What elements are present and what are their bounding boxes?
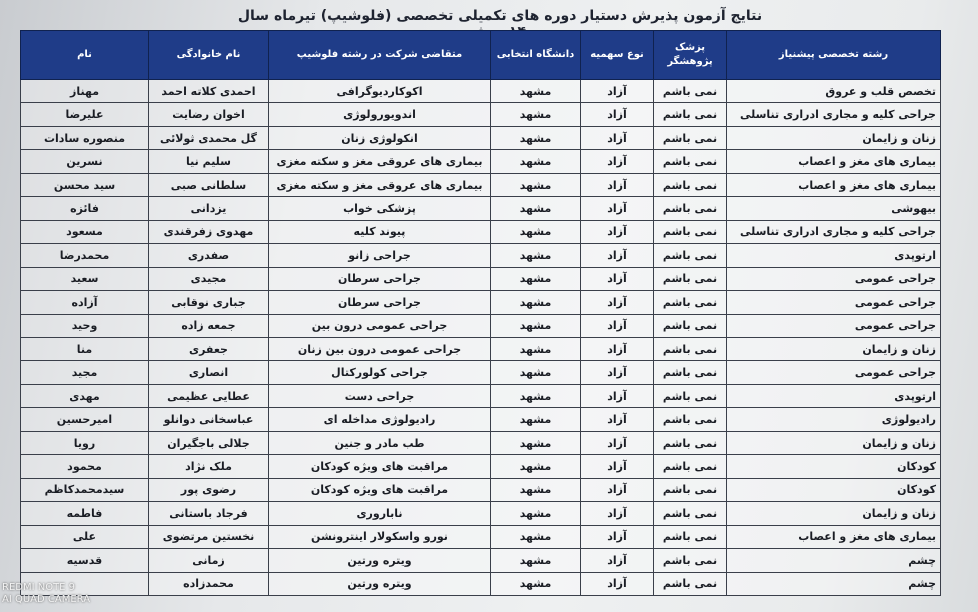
cell-university: مشهد — [491, 220, 581, 243]
cell-degree: نمی باشم — [654, 291, 727, 314]
cell-firstname: قدسیه — [21, 549, 149, 572]
cell-fellowship: جراحی سرطان — [269, 267, 491, 290]
cell-degree: نمی باشم — [654, 361, 727, 384]
cell-specialty: جراحی عمومی — [727, 291, 941, 314]
cell-quota: آزاد — [581, 502, 654, 525]
header-specialty: رشته تخصصی پیشنیاز — [727, 31, 941, 80]
cell-firstname: نسرین — [21, 150, 149, 173]
cell-quota: آزاد — [581, 267, 654, 290]
table-body — [21, 80, 941, 596]
cell-quota: آزاد — [581, 478, 654, 501]
table-row — [21, 361, 941, 384]
cell-degree: نمی باشم — [654, 455, 727, 478]
cell-quota: آزاد — [581, 408, 654, 431]
cell-firstname: مجید — [21, 361, 149, 384]
cell-university: مشهد — [491, 173, 581, 196]
cell-fellowship: ویتره ورتین — [269, 572, 491, 595]
cell-degree: نمی باشم — [654, 384, 727, 407]
cell-firstname: آزاده — [21, 291, 149, 314]
cell-quota: آزاد — [581, 150, 654, 173]
cell-lastname: زمانی — [149, 549, 269, 572]
cell-specialty: زنان و زایمان — [727, 126, 941, 149]
cell-fellowship: جراحی سرطان — [269, 291, 491, 314]
cell-degree: نمی باشم — [654, 314, 727, 337]
table-row — [21, 80, 941, 103]
table-row — [21, 384, 941, 407]
table-row — [21, 478, 941, 501]
cell-specialty: ارتوپدی — [727, 244, 941, 267]
header-degree: پزشک پژوهشگر — [654, 31, 727, 80]
cell-quota: آزاد — [581, 431, 654, 454]
cell-lastname: فرجاد باستانی — [149, 502, 269, 525]
cell-quota: آزاد — [581, 291, 654, 314]
cell-fellowship: ویتره ورتین — [269, 549, 491, 572]
cell-university: مشهد — [491, 244, 581, 267]
cell-fellowship: جراحی دست — [269, 384, 491, 407]
table-row — [21, 197, 941, 220]
cell-fellowship: ناباروری — [269, 502, 491, 525]
cell-firstname: فائزه — [21, 197, 149, 220]
cell-specialty: زنان و زایمان — [727, 337, 941, 360]
cell-fellowship: مراقبت های ویژه کودکان — [269, 478, 491, 501]
cell-specialty: چشم — [727, 549, 941, 572]
cell-quota: آزاد — [581, 126, 654, 149]
cell-degree: نمی باشم — [654, 408, 727, 431]
cell-specialty: بیماری های مغز و اعصاب — [727, 150, 941, 173]
cell-university: مشهد — [491, 314, 581, 337]
cell-degree: نمی باشم — [654, 244, 727, 267]
cell-lastname: عباسخانی دوانلو — [149, 408, 269, 431]
cell-lastname: جعفری — [149, 337, 269, 360]
cell-firstname: منصوره سادات — [21, 126, 149, 149]
table-row — [21, 150, 941, 173]
header-fellowship: متقاضی شرکت در رشته فلوشیپ — [269, 31, 491, 80]
table-row — [21, 337, 941, 360]
cell-university: مشهد — [491, 150, 581, 173]
cell-specialty: تخصص قلب و عروق — [727, 80, 941, 103]
cell-fellowship: پیوند کلیه — [269, 220, 491, 243]
cell-lastname: یزدانی — [149, 197, 269, 220]
cell-fellowship: جراحی عمومی درون بین — [269, 314, 491, 337]
cell-specialty: زنان و زایمان — [727, 502, 941, 525]
watermark-line-2: AI QUAD CAMERA — [2, 594, 91, 605]
cell-fellowship: نورو واسکولار اینترونشن — [269, 525, 491, 548]
cell-degree: نمی باشم — [654, 502, 727, 525]
cell-fellowship: جراحی زانو — [269, 244, 491, 267]
cell-degree: نمی باشم — [654, 572, 727, 595]
cell-specialty: بیهوشی — [727, 197, 941, 220]
cell-university: مشهد — [491, 502, 581, 525]
cell-lastname: جمعه زاده — [149, 314, 269, 337]
table-row — [21, 267, 941, 290]
cell-quota: آزاد — [581, 455, 654, 478]
cell-lastname: صفدری — [149, 244, 269, 267]
cell-lastname: سلطانی صبی — [149, 173, 269, 196]
table-row — [21, 220, 941, 243]
cell-quota: آزاد — [581, 525, 654, 548]
cell-university: مشهد — [491, 525, 581, 548]
table-row — [21, 525, 941, 548]
cell-firstname: سیدمحمدکاظم — [21, 478, 149, 501]
cell-lastname: سلیم نیا — [149, 150, 269, 173]
cell-lastname: رضوی پور — [149, 478, 269, 501]
cell-firstname: منا — [21, 337, 149, 360]
cell-firstname: فاطمه — [21, 502, 149, 525]
cell-degree: نمی باشم — [654, 126, 727, 149]
table-row — [21, 126, 941, 149]
cell-firstname: محمود — [21, 455, 149, 478]
cell-firstname: محمدرضا — [21, 244, 149, 267]
header-quota: نوع سهمیه — [581, 31, 654, 80]
cell-firstname: رویا — [21, 431, 149, 454]
cell-lastname: عطایی عظیمی — [149, 384, 269, 407]
cell-fellowship: اکوکاردیوگرافی — [269, 80, 491, 103]
table-row — [21, 431, 941, 454]
cell-university: مشهد — [491, 197, 581, 220]
cell-fellowship: جراحی عمومی درون بین زنان — [269, 337, 491, 360]
cell-lastname: احمدی کلاته احمد — [149, 80, 269, 103]
header-lastname: نام خانوادگی — [149, 31, 269, 80]
cell-lastname: ملک نژاد — [149, 455, 269, 478]
cell-quota: آزاد — [581, 361, 654, 384]
cell-quota: آزاد — [581, 314, 654, 337]
watermark-line-1: REDMI NOTE 9 — [2, 582, 76, 593]
cell-specialty: رادیولوژی — [727, 408, 941, 431]
cell-university: مشهد — [491, 126, 581, 149]
cell-fellowship: جراحی کولورکتال — [269, 361, 491, 384]
cell-degree: نمی باشم — [654, 431, 727, 454]
cell-degree: نمی باشم — [654, 478, 727, 501]
cell-firstname: مهدی — [21, 384, 149, 407]
cell-fellowship: بیماری های عروقی مغز و سکته مغزی — [269, 150, 491, 173]
cell-specialty: چشم — [727, 572, 941, 595]
cell-quota: آزاد — [581, 337, 654, 360]
cell-degree: نمی باشم — [654, 267, 727, 290]
cell-degree: نمی باشم — [654, 220, 727, 243]
cell-quota: آزاد — [581, 173, 654, 196]
cell-firstname: سید محسن — [21, 173, 149, 196]
table-row — [21, 549, 941, 572]
cell-university: مشهد — [491, 384, 581, 407]
cell-quota: آزاد — [581, 572, 654, 595]
cell-fellowship: پزشکی خواب — [269, 197, 491, 220]
table-row — [21, 173, 941, 196]
cell-quota: آزاد — [581, 80, 654, 103]
cell-firstname: وحید — [21, 314, 149, 337]
cell-firstname: مسعود — [21, 220, 149, 243]
cell-university: مشهد — [491, 361, 581, 384]
cell-specialty: زنان و زایمان — [727, 431, 941, 454]
cell-specialty: بیماری های مغز و اعصاب — [727, 173, 941, 196]
table-row — [21, 291, 941, 314]
cell-lastname: محمدزاده — [149, 572, 269, 595]
cell-degree: نمی باشم — [654, 337, 727, 360]
cell-university: مشهد — [491, 572, 581, 595]
cell-degree: نمی باشم — [654, 103, 727, 126]
results-table — [20, 30, 941, 596]
cell-university: مشهد — [491, 291, 581, 314]
cell-university: مشهد — [491, 549, 581, 572]
cell-specialty: جراحی کلیه و مجاری ادراری تناسلی — [727, 103, 941, 126]
cell-degree: نمی باشم — [654, 173, 727, 196]
cell-university: مشهد — [491, 431, 581, 454]
cell-firstname: مهناز — [21, 80, 149, 103]
cell-fellowship: مراقبت های ویژه کودکان — [269, 455, 491, 478]
cell-university: مشهد — [491, 455, 581, 478]
cell-firstname: امیرحسین — [21, 408, 149, 431]
cell-fellowship: بیماری های عروقی مغز و سکته مغزی — [269, 173, 491, 196]
table-row — [21, 408, 941, 431]
table-header — [21, 31, 941, 80]
cell-firstname: علی — [21, 525, 149, 548]
cell-university: مشهد — [491, 478, 581, 501]
table-row — [21, 244, 941, 267]
cell-specialty: جراحی عمومی — [727, 361, 941, 384]
cell-lastname: مهدوی زفرقندی — [149, 220, 269, 243]
cell-firstname: سعید — [21, 267, 149, 290]
cell-specialty: جراحی عمومی — [727, 314, 941, 337]
cell-fellowship: طب مادر و جنین — [269, 431, 491, 454]
table-row — [21, 572, 941, 595]
table-row — [21, 455, 941, 478]
cell-lastname: اخوان رضایت — [149, 103, 269, 126]
page-title: نتایج آزمون پذیرش دستیار دوره های تکمیلی تخصصی (فلوشیپ) تیرماه سال — [237, 8, 763, 24]
cell-fellowship: اندویورولوژی — [269, 103, 491, 126]
cell-lastname: انصاری — [149, 361, 269, 384]
cell-quota: آزاد — [581, 197, 654, 220]
camera-watermark — [2, 582, 90, 606]
cell-firstname: علیرضا — [21, 103, 149, 126]
cell-university: مشهد — [491, 337, 581, 360]
table-row — [21, 314, 941, 337]
cell-lastname: جلالی باجگیران — [149, 431, 269, 454]
cell-quota: آزاد — [581, 220, 654, 243]
cell-university: مشهد — [491, 267, 581, 290]
cell-degree: نمی باشم — [654, 197, 727, 220]
cell-degree: نمی باشم — [654, 80, 727, 103]
header-university: دانشگاه انتخابی — [491, 31, 581, 80]
cell-specialty: ارتوپدی — [727, 384, 941, 407]
table-row — [21, 502, 941, 525]
cell-university: مشهد — [491, 103, 581, 126]
cell-specialty: جراحی عمومی — [727, 267, 941, 290]
header-firstname: نام — [21, 31, 149, 80]
cell-quota: آزاد — [581, 384, 654, 407]
cell-lastname: جباری نوقابی — [149, 291, 269, 314]
table-row — [21, 103, 941, 126]
cell-fellowship: انکولوژی زنان — [269, 126, 491, 149]
cell-specialty: بیماری های مغز و اعصاب — [727, 525, 941, 548]
cell-fellowship: رادیولوژی مداخله ای — [269, 408, 491, 431]
cell-specialty: جراحی کلیه و مجاری ادراری تناسلی — [727, 220, 941, 243]
cell-lastname: گل محمدی ثولائی — [149, 126, 269, 149]
cell-quota: آزاد — [581, 103, 654, 126]
cell-specialty: کودکان — [727, 478, 941, 501]
cell-quota: آزاد — [581, 549, 654, 572]
cell-lastname: مجیدی — [149, 267, 269, 290]
cell-university: مشهد — [491, 80, 581, 103]
cell-lastname: نخستین مرتضوی — [149, 525, 269, 548]
cell-quota: آزاد — [581, 244, 654, 267]
cell-specialty: کودکان — [727, 455, 941, 478]
cell-degree: نمی باشم — [654, 549, 727, 572]
cell-university: مشهد — [491, 408, 581, 431]
cell-degree: نمی باشم — [654, 150, 727, 173]
cell-degree: نمی باشم — [654, 525, 727, 548]
